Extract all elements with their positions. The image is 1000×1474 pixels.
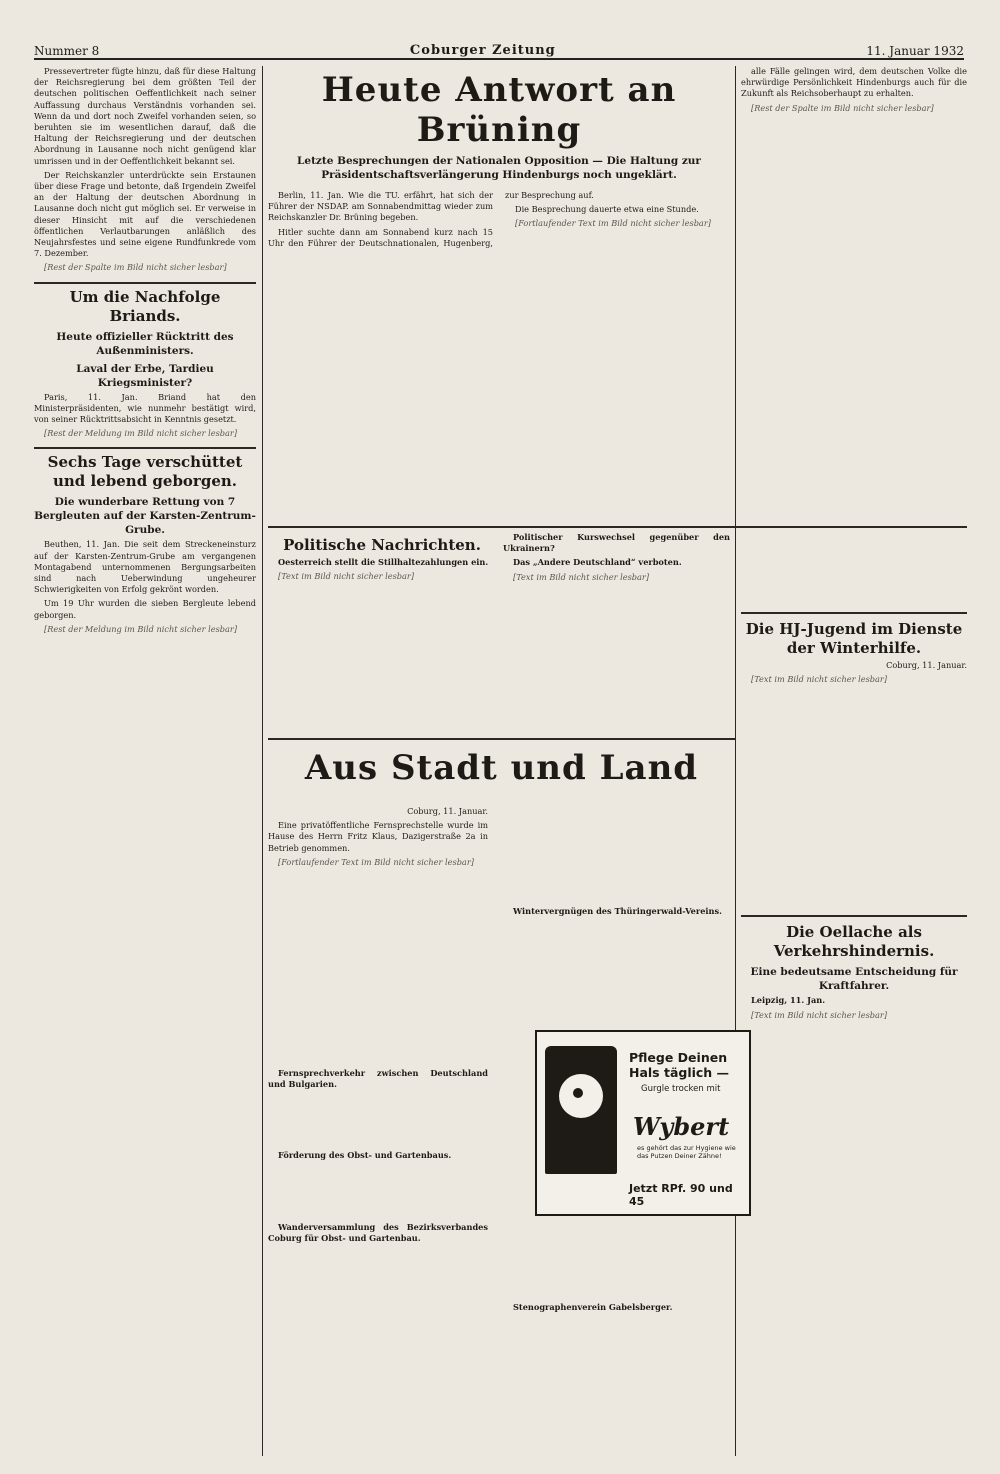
headline-bergleute: Sechs Tage verschüttet und lebend geborgen. (47, 453, 243, 491)
subhead-briand-1: Heute offizieller Rücktritt des Außenministers. (56, 330, 234, 357)
article-paragraph: Eine privatöffentliche Fernsprechstelle wurde im Hause des Herrn Fritz Klaus, Dazigerstraße 2a in Betrieb genommen. (268, 820, 488, 853)
article-paragraph: Politischer Kurswechsel gegenüber den Ukrainern? (503, 532, 730, 554)
issue-date: 11. Januar 1932 (866, 44, 964, 58)
article-paragraph: Der Reichskanzler unterdrückte sein Erstaunen über diese Frage und betonte, daß Irgendein Zweifel an der Haltung der deutschen Abordnung in Lausanne doch nicht gut möglich sei. Er verweise in dieser Hinsicht mit auf die verschiedenen öffentlichen Verlautbarungen anläßlich des Neujahrsfestes und seine eigene Rundfunkrede vom 7. Dezember. (34, 169, 256, 259)
article-paragraph: alle Fälle gelingen wird, dem deutschen Volke die ehrwürdige Persönlichkeit Hindenburgs auch für die Zukunft als Reichsoberhaupt zu erhalten. (741, 66, 967, 99)
illegible-note: [Rest der Spalte im Bild nicht sicher lesbar] (751, 102, 934, 113)
subhead-oellache: Eine bedeutsame Entscheidung für Kraftfahrer. (750, 966, 958, 993)
article-paragraph: Beuthen, 11. Jan. Die seit dem Streckeneinsturz auf der Karsten-Zentrum-Grube am vergangenen Montagabend unternommenen Bergungsarbeiten sind nach Ueberwindung ungeheurer Schwierigkeiten von Erfolg gekrönt worden. (34, 539, 256, 595)
illegible-note: [Text im Bild nicht sicher lesbar] (751, 674, 888, 685)
illegible-note: [Rest der Meldung im Bild nicht sicher lesbar] (44, 623, 238, 634)
article-paragraph: Hitler suchte dann am Sonnabend kurz nach 15 Uhr den Führer der Deutschnationalen, Hugenberg, zur Besprechung auf. (268, 190, 594, 248)
stadt-land-right-top (503, 806, 730, 1026)
lead-paragraph: Pressevertreter fügte hinzu, daß für diese Haltung der Reichsregierung bei dem größten Teil der deutschen politischen Oeffentlichkeit nach seiner Auffassung durchaus Verständnis vorhanden sei. Wenn da und dort noch Zweifel vorhanden seien, so beruhten sie im wesentlichen darauf, daß die Haltung der Reichsregierung und der deutschen Abordnung in Lausanne noch nicht genügend klar umrissen und in der Oeffentlichkeit bekannt sei. (34, 66, 256, 166)
page-header (34, 36, 964, 60)
column-right-top (741, 66, 967, 526)
illegible-note: [Text im Bild nicht sicher lesbar] (751, 1009, 888, 1020)
article-paragraph: Wintervergnügen des Thüringerwald-Vereins. (513, 906, 722, 916)
dateline-hj: Coburg, 11. Januar. (886, 660, 967, 670)
ad-text: Gurgle trocken mit (641, 1084, 721, 1094)
illegible-note: [Text im Bild nicht sicher lesbar] (278, 571, 415, 582)
article-paragraph: Förderung des Obst- und Gartenbaus. (278, 1150, 452, 1161)
column-right-bottom (741, 532, 967, 1462)
ad-price: Jetzt RPf. 90 und 45 (629, 1182, 733, 1208)
main-subhead: Letzte Besprechungen der Nationalen Opposition — Die Haltung zur Präsidentschaftsverlängerung Hindenburgs noch ungeklärt. (297, 155, 701, 181)
headline-hj: Die HJ-Jugend im Dienste der Winterhilfe. (745, 620, 963, 657)
illegible-note: [Fortlaufender Text im Bild nicht sicher lesbar] (278, 856, 474, 867)
section-rule (268, 738, 735, 740)
article-paragraph: Oesterreich stellt die Stillhaltezahlungen ein. (278, 557, 489, 567)
ad-headline: Pflege Deinen Hals täglich — (629, 1050, 730, 1080)
illegible-note: [Fortlaufender Text im Bild nicht sicher lesbar] (515, 218, 711, 229)
article-paragraph: Um 19 Uhr wurden die sieben Bergleute lebend geborgen. (34, 598, 256, 620)
politische-nachrichten (268, 532, 496, 732)
section-heading-stadt-land: Aus Stadt und Land (304, 748, 699, 788)
article-paragraph: Stenographenverein Gabelsberger. (513, 1302, 673, 1312)
headline-oellache: Die Oellache als Verkehrshindernis. (773, 923, 935, 961)
article-paragraph: Wanderversammlung des Bezirksverbandes Coburg für Obst- und Gartenbau. (268, 1221, 488, 1243)
illegible-note: [Text im Bild nicht sicher lesbar] (513, 571, 650, 582)
issue-number: Nummer 8 (34, 44, 100, 58)
headline-briand: Um die Nachfolge Briands. (69, 287, 221, 325)
column-kurswechsel (503, 532, 730, 732)
subhead-bergleute: Die wunderbare Rettung von 7 Bergleuten auf der Karsten-Zentrum-Grube. (34, 496, 256, 537)
column-left (34, 66, 256, 1461)
article-paragraph: Berlin, 11. Jan. Wie die TU. erfährt, hat sich der Führer der NSDAP. am Sonnabendmittag wieder zum Reichskanzler Dr. Brüning begeben. (268, 190, 493, 223)
main-headline: Heute Antwort an Brüning (321, 70, 677, 150)
section-rule (741, 915, 967, 917)
dateline-coburg: Coburg, 11. Januar. (407, 806, 488, 816)
section-rule (741, 612, 967, 614)
advertisement-wybert (535, 1030, 751, 1216)
subhead-briand-2: Laval der Erbe, Tardieu Kriegsminister? (76, 362, 214, 389)
main-story-body (268, 190, 730, 249)
column-rule (735, 66, 736, 1456)
dateline-oellache: Leipzig, 11. Jan. (751, 995, 826, 1006)
section-rule (268, 526, 967, 528)
politics-heading: Politische Nachrichten. (283, 536, 481, 554)
illegible-note: [Rest der Meldung im Bild nicht sicher lesbar] (44, 428, 238, 439)
stadt-land-left (268, 806, 488, 1462)
article-paragraph: Die Besprechung dauerte etwa eine Stunde. (515, 204, 699, 215)
ad-illustration (545, 1046, 617, 1174)
ad-slogan: es gehört das zur Hygiene wie das Putzen Deiner Zähne! (637, 1144, 736, 1160)
article-paragraph: Das „Andere Deutschland“ verboten. (513, 557, 682, 568)
column-rule (262, 66, 263, 1456)
masthead: Coburger Zeitung (409, 43, 556, 58)
article-paragraph: Fernsprechverkehr zwischen Deutschland und Bulgarien. (268, 1068, 488, 1090)
main-story (268, 66, 730, 536)
stadt-land-right-bottom (503, 1222, 730, 1462)
illegible-note: [Rest der Spalte im Bild nicht sicher lesbar] (44, 262, 227, 273)
article-paragraph: Paris, 11. Jan. Briand hat den Ministerpräsidenten, wie nunmehr bestätigt wird, von seiner Rücktrittsabsicht in Kenntnis gesetzt. (34, 391, 256, 425)
ad-brand: Wybert (633, 1112, 730, 1141)
section-rule (34, 282, 256, 284)
section-rule (34, 447, 256, 449)
